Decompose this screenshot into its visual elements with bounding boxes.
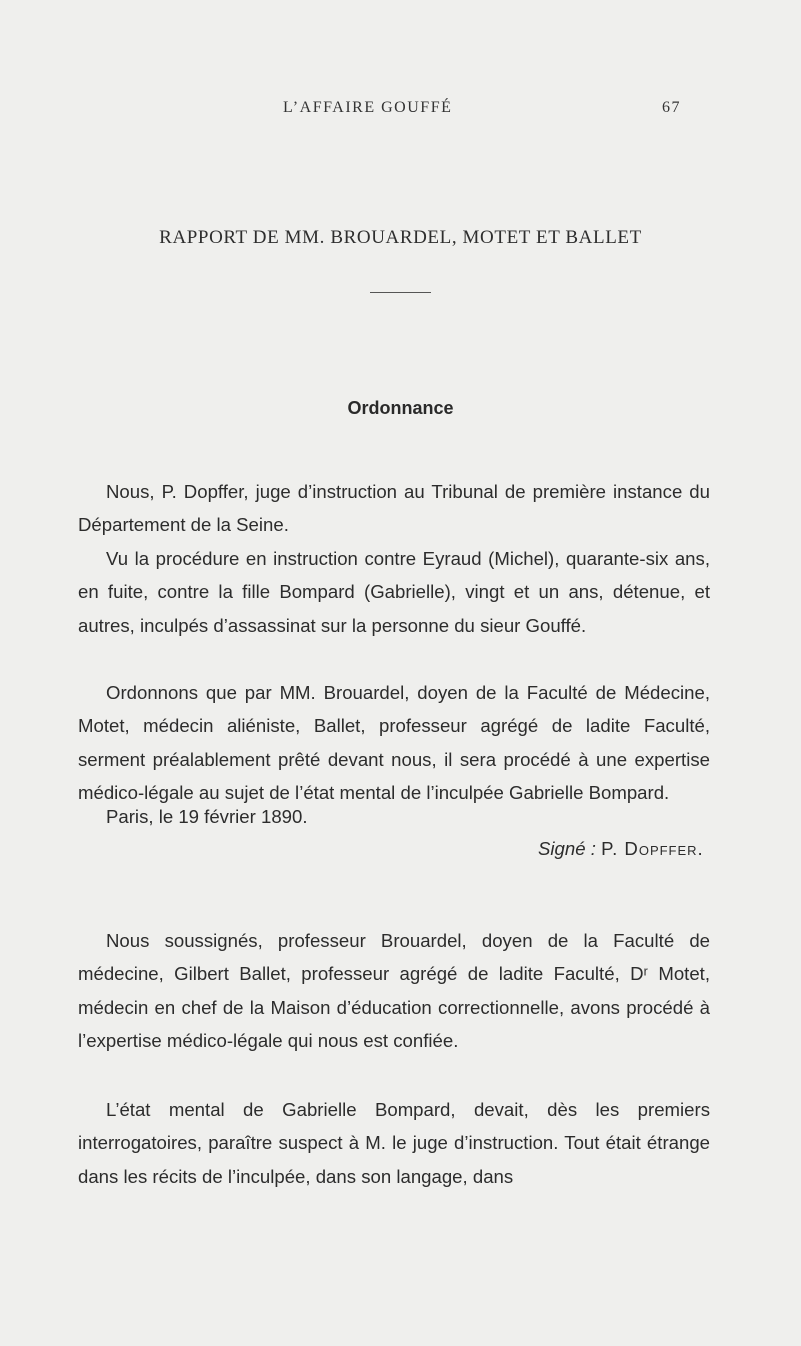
section-divider: [370, 292, 431, 293]
signature: [538, 838, 704, 860]
ordinance-paragraph-2: Vu la procédure en instruction contre Eyraud (Michel), quarante-six ans, en fuite, contre la fille Bompard (Gabrielle), vingt et un ans, détenue, et autres, inculpés d’assassinat sur la personne du sieur Gouffé.: [78, 548, 710, 636]
report-title: RAPPORT DE MM. BROUARDEL, MOTET ET BALLET: [159, 227, 642, 248]
section-heading: Ordonnance: [347, 398, 454, 418]
date-line: Paris, le 19 février 1890.: [106, 806, 308, 827]
report-paragraph-1: Nous soussignés, professeur Brouardel, doyen de la Faculté de médecine, Gilbert Ballet, professeur agrégé de ladite Faculté, Dʳ Motet, médecin en chef de la Maison d’éducation correctionnelle, avons procédé à l’expertise médico-légale qui nous est confiée.: [78, 930, 710, 1052]
signature-name: P. Dopffer.: [601, 838, 704, 859]
ordinance-paragraph-3: Ordonnons que par MM. Brouardel, doyen de la Faculté de Médecine, Motet, médecin aliéniste, Ballet, professeur agrégé de ladite Faculté, serment préalablement prêté devant nous, il sera procédé à une expertise médico-légale au sujet de l’état mental de l’inculpée Gabrielle Bompard.: [78, 682, 710, 804]
report-paragraph-2: L’état mental de Gabrielle Bompard, devait, dès les premiers interrogatoires, paraître suspect à M. le juge d’instruction. Tout était étrange dans les récits de l’inculpée, dans son langage, dans: [78, 1099, 710, 1187]
signature-label: Signé :: [538, 838, 596, 859]
running-title: L’AFFAIRE GOUFFÉ: [283, 99, 453, 116]
ordinance-paragraph-1: Nous, P. Dopffer, juge d’instruction au Tribunal de première instance du Département de la Seine.: [78, 481, 710, 536]
page-number: 67: [662, 99, 681, 116]
